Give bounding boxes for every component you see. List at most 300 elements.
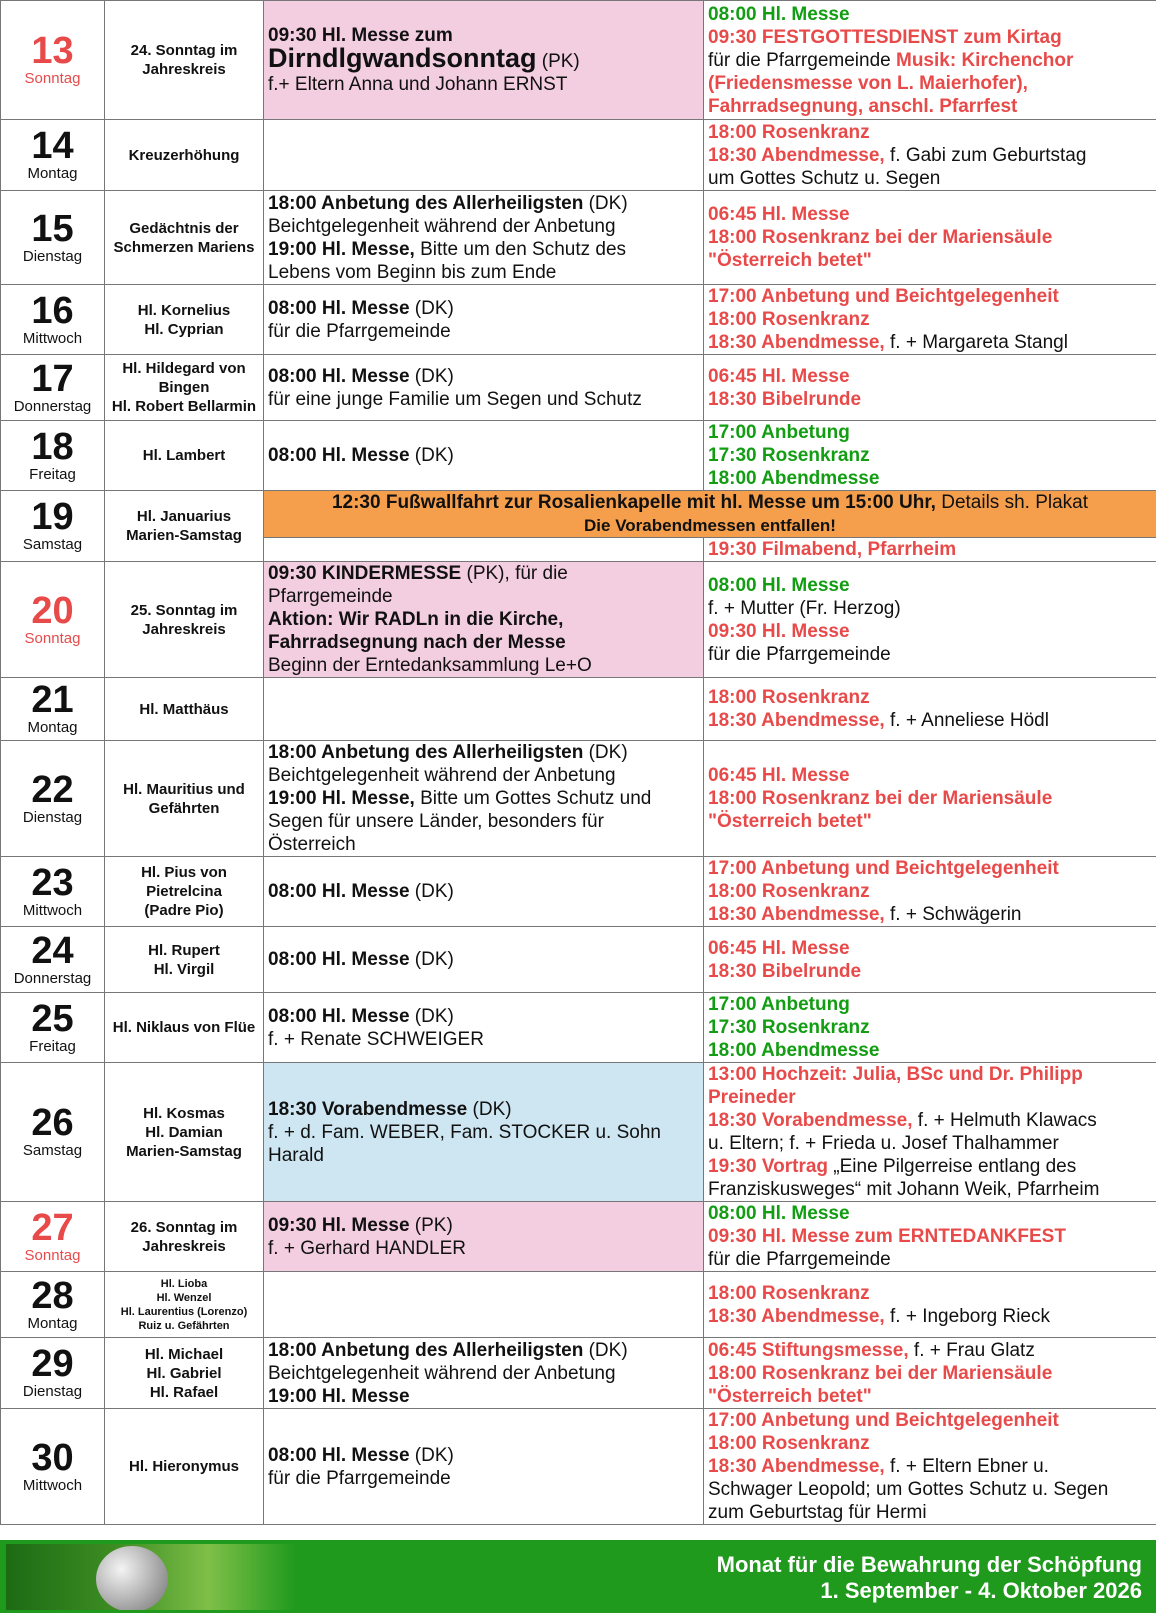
text-segment: 08:00 Hl. Messe <box>708 3 850 25</box>
saint-line: Pietrelcina <box>146 883 222 900</box>
day-number: 21 <box>31 679 74 721</box>
weekday: Montag <box>27 165 78 182</box>
text-line <box>708 331 1152 354</box>
weekday: Mittwoch <box>22 329 83 347</box>
text-segment: Beichtgelegenheit während der Anbetung <box>268 215 616 237</box>
text-line <box>708 937 1152 960</box>
text-segment: 12:30 Fußwallfahrt zur Rosalienkapelle mit hl. Messe um 15:00 Uhr, <box>331 492 936 513</box>
saint-cell <box>105 1338 264 1409</box>
text-segment: (DK) <box>409 1005 454 1027</box>
evening-cell <box>704 741 1156 857</box>
morning-cell <box>264 927 704 993</box>
text-line <box>708 620 1152 643</box>
text-segment: 06:45 Hl. Messe <box>708 765 850 786</box>
saint-line: Hl. Cyprian <box>144 320 224 338</box>
saint-line: Hl. Gabriel <box>146 1364 222 1382</box>
text-segment: (DK) <box>409 365 454 387</box>
text-segment: Lebens vom Beginn bis zum Ende <box>268 261 557 283</box>
text-segment: f. + Renate SCHWEIGER <box>268 1028 484 1050</box>
text-segment: für die Pfarrgemeinde <box>708 49 896 71</box>
text-segment: 17:00 Anbetung <box>708 422 850 443</box>
text-segment: 09:30 Hl. Messe zum <box>268 25 453 46</box>
text-line <box>708 597 1152 620</box>
weekday: Freitag <box>29 1037 76 1055</box>
day-number: 16 <box>31 289 74 332</box>
text-line <box>708 1339 1152 1362</box>
saint-line: Hl. Damian <box>145 1123 223 1141</box>
text-segment: „Eine Pilgerreise entlang des <box>828 1156 1077 1177</box>
day-row <box>1 421 1156 491</box>
text-line <box>708 903 1152 926</box>
text-segment: 17:30 Rosenkranz <box>708 1017 870 1038</box>
text-line <box>708 1132 1152 1155</box>
text-line <box>708 121 1152 144</box>
text-line <box>708 144 1152 167</box>
text-segment: 08:00 Hl. Messe <box>268 1005 410 1027</box>
text-segment: 08:00 Hl. Messe <box>268 297 410 319</box>
date-cell <box>1 1 105 120</box>
text-segment: 09:30 Hl. Messe <box>708 620 850 642</box>
date-cell <box>1 562 105 678</box>
text-line <box>708 538 1152 561</box>
text-segment: 18:00 Rosenkranz bei der Mariensäule <box>708 788 1053 809</box>
day-row <box>1 120 1156 191</box>
weekday: Dienstag <box>22 1383 83 1400</box>
text-line <box>268 1237 699 1260</box>
day-number: 29 <box>31 1343 74 1385</box>
text-segment: 08:00 Hl. Messe <box>708 1203 850 1224</box>
text-segment: Beichtgelegenheit während der Anbetung <box>268 765 616 786</box>
date-cell <box>1 191 105 285</box>
text-line <box>268 1362 699 1385</box>
text-segment: (DK) <box>409 297 454 319</box>
text-line <box>268 1339 699 1362</box>
weekday: Sonntag <box>24 70 81 87</box>
saint-cell <box>105 1409 264 1525</box>
text-line <box>268 238 699 261</box>
morning-cell <box>264 1 704 120</box>
text-line <box>708 308 1152 331</box>
text-line <box>708 810 1152 833</box>
text-line <box>708 993 1152 1016</box>
weekday: Sonntag <box>24 1246 81 1264</box>
text-line <box>708 1202 1152 1225</box>
text-segment: 18:30 Abendmesse, <box>708 332 885 353</box>
saint-line: Hl. Mauritius und <box>123 780 245 798</box>
text-segment: (DK) <box>583 742 628 763</box>
evening-cell <box>704 678 1156 741</box>
text-line <box>708 26 1152 49</box>
text-segment: für die Pfarrgemeinde <box>708 1249 891 1270</box>
weekday: Dienstag <box>22 808 83 826</box>
morning-cell <box>264 1338 704 1409</box>
day-number: 19 <box>31 496 74 538</box>
text-segment: f. + Gerhard HANDLER <box>268 1237 466 1259</box>
saint-cell <box>105 927 264 993</box>
text-line <box>708 686 1152 709</box>
evening-cell <box>704 1338 1156 1409</box>
text-segment: "Österreich betet" <box>708 250 872 271</box>
text-segment: 18:30 Vorabendmesse, <box>708 1110 913 1131</box>
saint-cell <box>105 191 264 285</box>
weekday: Sonntag <box>24 629 81 647</box>
text-segment: 18:00 Rosenkranz <box>708 881 870 902</box>
text-segment: Harald <box>268 1144 324 1166</box>
saint-line: Hl. Lioba <box>160 1277 208 1290</box>
evening-cell <box>704 120 1156 191</box>
text-line <box>268 585 699 608</box>
saint-line: 26. Sonntag im <box>130 1218 238 1236</box>
weekday: Freitag <box>29 465 76 483</box>
date-cell <box>1 491 105 562</box>
morning-cell <box>264 562 704 678</box>
date-cell <box>1 927 105 993</box>
date-cell <box>1 285 105 355</box>
text-line <box>268 880 699 903</box>
saint-line: Hl. Kosmas <box>143 1104 225 1122</box>
text-segment: 09:30 KINDERMESSE <box>268 563 462 584</box>
text-segment: Schwager Leopold; um Gottes Schutz u. Segen <box>708 1479 1109 1500</box>
footer-title: Monat für die Bewahrung der Schöpfung <box>716 1552 1142 1577</box>
saint-line: Hl. Januarius <box>136 508 232 525</box>
text-segment: 18:00 Rosenkranz <box>708 687 870 708</box>
footer-range: 1. September - 4. Oktober 2026 <box>820 1578 1142 1603</box>
day-number: 27 <box>31 1206 74 1249</box>
text-segment: 18:00 Rosenkranz bei der Mariensäule <box>708 227 1053 248</box>
date-cell <box>1 857 105 927</box>
text-segment: f. + Eltern Ebner u. <box>884 1456 1049 1477</box>
day-row <box>1 678 1156 741</box>
text-segment: 18:30 Bibelrunde <box>708 960 862 982</box>
text-line <box>708 764 1152 787</box>
saint-line: Ruiz u. Gefährten <box>138 1319 230 1332</box>
text-segment: f. + Anneliese Hödl <box>884 710 1049 731</box>
text-segment: 19:00 Hl. Messe, <box>268 238 415 260</box>
text-segment: 08:00 Hl. Messe <box>708 574 850 596</box>
day-number: 23 <box>31 861 74 904</box>
saint-cell <box>105 1272 264 1338</box>
text-segment: 17:00 Anbetung und Beichtgelegenheit <box>708 286 1059 307</box>
text-line <box>708 1305 1152 1328</box>
text-segment: 19:00 Hl. Messe <box>268 1385 410 1407</box>
text-segment: "Österreich betet" <box>708 811 872 832</box>
text-segment: f. + Helmuth Klawacs <box>912 1110 1097 1131</box>
saint-line: Marien-Samstag <box>126 1142 242 1160</box>
text-segment: um Gottes Schutz u. Segen <box>708 167 941 189</box>
text-segment: für die Pfarrgemeinde <box>708 643 891 665</box>
date-cell <box>1 1409 105 1525</box>
text-segment: (DK) <box>409 1444 454 1466</box>
text-line <box>268 1028 699 1051</box>
text-segment: 09:30 FESTGOTTESDIENST zum Kirtag <box>708 26 1062 48</box>
saint-cell <box>105 562 264 678</box>
text-line <box>268 741 699 764</box>
text-line <box>268 1214 699 1237</box>
text-line <box>708 960 1152 983</box>
saint-line: Jahreskreis <box>142 620 226 638</box>
text-line <box>708 249 1152 272</box>
text-segment: 08:00 Hl. Messe <box>268 365 410 387</box>
text-line <box>708 49 1152 72</box>
text-line <box>708 1478 1152 1501</box>
text-line <box>708 787 1152 810</box>
saint-line: Hl. Pius von <box>141 864 227 881</box>
text-line <box>708 421 1152 444</box>
text-segment: f. + Margareta Stangl <box>884 332 1068 353</box>
text-line <box>708 1039 1152 1062</box>
text-segment: f. + d. Fam. WEBER, Fam. STOCKER u. Sohn <box>268 1121 661 1143</box>
evening-cell <box>704 421 1156 491</box>
text-line <box>708 1362 1152 1385</box>
text-line <box>708 1155 1152 1178</box>
saint-line: Bingen <box>158 379 210 396</box>
day-row <box>1 927 1156 993</box>
saint-cell <box>105 741 264 857</box>
weekday: Samstag <box>22 1142 83 1159</box>
text-line <box>268 833 699 856</box>
saint-line: Gedächtnis der <box>129 219 239 237</box>
text-segment: f. Gabi zum Geburtstag <box>884 144 1087 166</box>
evening-cell <box>704 1409 1156 1525</box>
date-cell <box>1 678 105 741</box>
saint-cell <box>105 421 264 491</box>
text-line <box>708 643 1152 666</box>
text-segment: f. + Mutter (Fr. Herzog) <box>708 597 901 619</box>
day-row <box>1 993 1156 1063</box>
day-number: 28 <box>31 1274 74 1317</box>
saint-cell <box>105 120 264 191</box>
text-line <box>708 285 1152 308</box>
text-segment: 19:00 Hl. Messe, <box>268 788 415 809</box>
weekday: Samstag <box>22 536 83 553</box>
text-segment: Bitte um den Schutz des <box>414 238 627 260</box>
text-segment: 18:30 Vorabendmesse <box>268 1098 468 1120</box>
weekday: Mittwoch <box>22 901 83 919</box>
text-line <box>708 388 1152 411</box>
day-number: 20 <box>31 589 74 632</box>
weekday: Montag <box>27 719 78 736</box>
weekday: Dienstag <box>22 247 83 265</box>
text-line <box>268 388 699 411</box>
text-line <box>708 444 1152 467</box>
text-segment: (PK), für die <box>461 563 568 584</box>
saint-line: Hl. Rafael <box>149 1383 219 1401</box>
morning-cell <box>264 538 704 562</box>
text-segment: Preineder <box>708 1087 796 1108</box>
day-number: 13 <box>31 30 74 72</box>
text-segment: 17:30 Rosenkranz <box>708 445 870 466</box>
text-segment: 08:00 Hl. Messe <box>268 881 410 902</box>
day-row <box>1 1 1156 120</box>
saint-line: Jahreskreis <box>142 1237 226 1255</box>
morning-cell <box>264 678 704 741</box>
text-line <box>268 1444 699 1467</box>
text-line <box>708 709 1152 732</box>
text-segment: 09:30 Hl. Messe zum ERNTEDANKFEST <box>708 1226 1066 1247</box>
text-segment: Pfarrgemeinde <box>268 586 393 607</box>
text-segment: (DK) <box>583 1339 628 1361</box>
text-line <box>708 1432 1152 1455</box>
evening-cell <box>704 355 1156 421</box>
text-segment: 19:30 Filmabend, Pfarrheim <box>708 539 957 560</box>
text-line <box>708 1063 1152 1086</box>
text-segment: 17:00 Anbetung und Beichtgelegenheit <box>708 1410 1059 1431</box>
text-segment: Segen für unsere Länder, besonders für <box>268 811 604 832</box>
text-segment: für die Pfarrgemeinde <box>268 320 451 342</box>
text-line <box>708 1109 1152 1132</box>
saint-line: Hl. Virgil <box>153 960 215 978</box>
saint-line: Hl. Rupert <box>148 941 220 959</box>
text-segment: 18:00 Rosenkranz <box>708 309 870 330</box>
day-row <box>1 562 1156 678</box>
text-segment: Bitte um Gottes Schutz und <box>414 788 652 809</box>
text-line <box>268 631 699 654</box>
weekday: Montag <box>27 1314 78 1332</box>
date-cell <box>1 1272 105 1338</box>
text-line <box>268 261 699 284</box>
text-line <box>268 444 699 467</box>
morning-cell <box>264 421 704 491</box>
day-row <box>1 191 1156 285</box>
text-segment: 18:00 Anbetung des Allerheiligsten <box>268 192 584 214</box>
text-line <box>708 1248 1152 1271</box>
day-number: 18 <box>31 425 74 468</box>
date-cell <box>1 741 105 857</box>
morning-cell <box>264 355 704 421</box>
text-segment: 08:00 Hl. Messe <box>268 1444 410 1466</box>
text-segment: 18:00 Rosenkranz <box>708 1282 870 1304</box>
saint-line: Kreuzerhöhung <box>128 146 240 164</box>
morning-cell <box>264 1202 704 1272</box>
text-line <box>268 297 699 320</box>
day-row <box>1 1063 1156 1202</box>
text-line <box>708 1501 1152 1524</box>
text-segment: f. + Ingeborg Rieck <box>884 1305 1051 1327</box>
saint-line: Schmerzen Mariens <box>113 238 255 256</box>
day-row <box>1 1202 1156 1272</box>
date-cell <box>1 1338 105 1409</box>
saint-cell <box>105 993 264 1063</box>
text-segment: Fahrradsegnung nach der Messe <box>268 632 566 653</box>
saint-line: Hl. Michael <box>144 1345 224 1363</box>
text-segment: 18:00 Anbetung des Allerheiligsten <box>268 1339 584 1361</box>
morning-cell <box>264 857 704 927</box>
text-segment: Details sh. Plakat <box>935 492 1089 513</box>
text-segment: 09:30 Hl. Messe <box>268 1214 410 1236</box>
evening-cell <box>704 562 1156 678</box>
text-line <box>268 491 1152 514</box>
text-line <box>268 1467 699 1490</box>
text-segment: Fahrradsegnung, anschl. Pfarrfest <box>708 95 1018 117</box>
text-segment: Die Vorabendmessen entfallen! <box>584 516 836 535</box>
saint-line: 25. Sonntag im <box>130 601 238 619</box>
text-segment: 08:00 Hl. Messe <box>268 445 410 466</box>
text-segment: 18:30 Bibelrunde <box>708 388 862 410</box>
text-line <box>708 203 1152 226</box>
text-line <box>268 192 699 215</box>
saint-cell <box>105 1063 264 1202</box>
saint-line: Hl. Hieronymus <box>128 1458 240 1475</box>
text-line <box>708 1225 1152 1248</box>
saint-cell <box>105 355 264 421</box>
text-segment: 18:30 Abendmesse, <box>708 904 885 925</box>
weekday: Donnerstag <box>13 969 92 987</box>
text-segment: 18:00 Anbetung des Allerheiligsten <box>268 742 584 763</box>
text-segment: 18:30 Abendmesse, <box>708 1456 885 1477</box>
text-line <box>708 1086 1152 1109</box>
text-segment: 18:00 Rosenkranz <box>708 1433 870 1454</box>
text-segment: 06:45 Stiftungsmesse, <box>708 1339 909 1361</box>
text-line <box>268 787 699 810</box>
morning-cell <box>264 285 704 355</box>
saint-cell <box>105 678 264 741</box>
evening-cell <box>704 1272 1156 1338</box>
date-cell <box>1 1202 105 1272</box>
text-line <box>268 1144 699 1167</box>
day-number: 26 <box>31 1102 74 1144</box>
text-line <box>268 320 699 343</box>
date-cell <box>1 120 105 191</box>
text-segment: 18:30 Abendmesse, <box>708 710 885 731</box>
text-segment: 18:00 Rosenkranz bei der Mariensäule <box>708 1362 1053 1384</box>
text-segment: 08:00 Hl. Messe <box>268 949 410 970</box>
text-segment: 18:00 Abendmesse <box>708 468 880 489</box>
text-segment: u. Eltern; f. + Frieda u. Josef Thalhammer <box>708 1133 1059 1154</box>
saint-line: Hl. Wenzel <box>156 1291 212 1304</box>
date-cell <box>1 993 105 1063</box>
text-segment: Franziskusweges“ mit Johann Weik, Pfarrheim <box>708 1179 1100 1200</box>
text-segment: 18:30 Abendmesse, <box>708 1305 885 1327</box>
text-line <box>708 1409 1152 1432</box>
text-segment: Österreich <box>268 834 356 855</box>
text-line <box>708 467 1152 490</box>
text-line <box>268 365 699 388</box>
text-line <box>708 1455 1152 1478</box>
text-segment: (DK) <box>409 445 454 466</box>
text-line <box>708 72 1152 95</box>
text-segment: Beginn der Erntedanksammlung Le+O <box>268 655 592 676</box>
morning-cell <box>264 1409 704 1525</box>
day-number: 25 <box>31 997 74 1040</box>
text-segment: Beichtgelegenheit während der Anbetung <box>268 1362 616 1384</box>
text-segment: (PK) <box>409 1214 453 1236</box>
footer-text <box>717 1552 1142 1604</box>
text-line <box>708 1178 1152 1201</box>
text-segment: (DK) <box>583 192 628 214</box>
text-segment: 17:00 Anbetung <box>708 994 850 1015</box>
day-row <box>1 741 1156 857</box>
day-row <box>1 491 1156 538</box>
text-line <box>268 948 699 971</box>
evening-cell <box>704 1 1156 120</box>
saint-cell <box>105 1202 264 1272</box>
text-line <box>708 1385 1152 1408</box>
day-row <box>1 285 1156 355</box>
saint-line: (Padre Pio) <box>144 902 224 919</box>
day-number: 30 <box>31 1436 74 1479</box>
day-row <box>1 355 1156 421</box>
text-line <box>708 167 1152 190</box>
text-segment: (PK) <box>536 51 580 72</box>
saint-line: Jahreskreis <box>142 61 226 78</box>
evening-cell <box>704 1063 1156 1202</box>
day-row <box>1 1272 1156 1338</box>
saint-line: Hl. Hildegard von <box>122 360 246 377</box>
text-line <box>268 514 1152 537</box>
morning-cell <box>264 993 704 1063</box>
day-row <box>1 1338 1156 1409</box>
text-segment: Dirndlgwandsonntag <box>268 43 537 73</box>
